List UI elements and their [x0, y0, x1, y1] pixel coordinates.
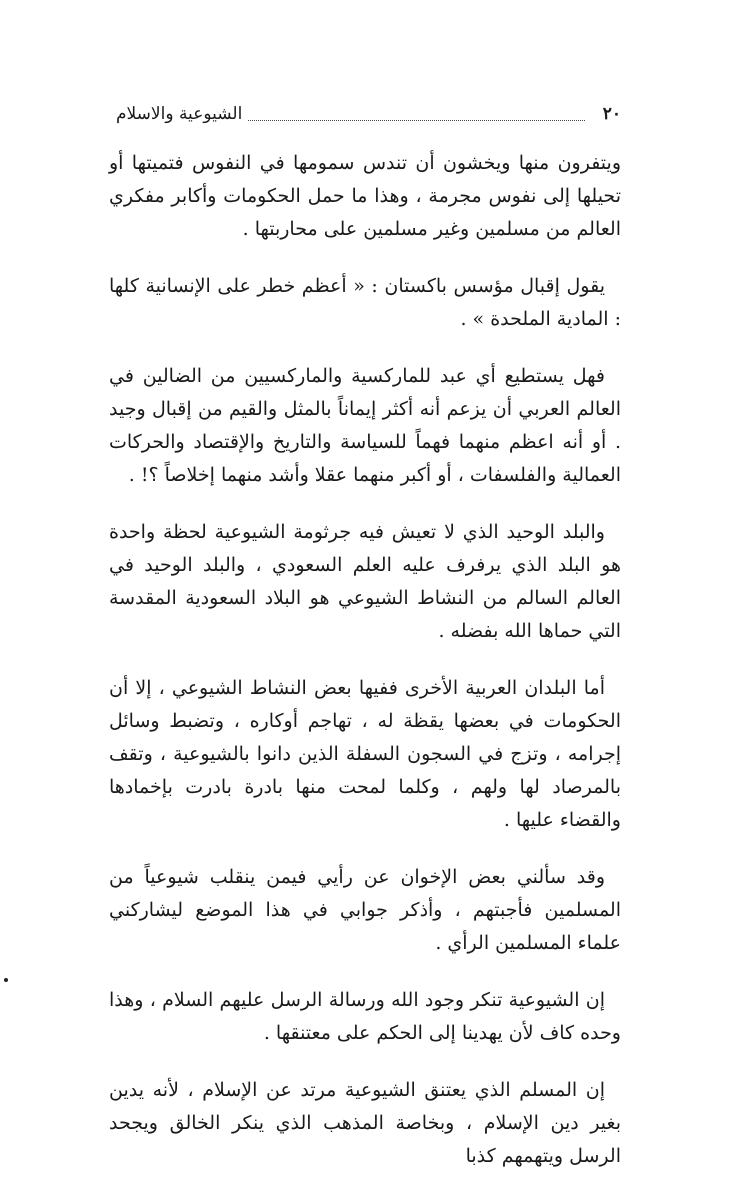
page-number: ٢٠: [602, 104, 621, 124]
paragraph: إن المسلم الذي يعتنق الشيوعية مرتد عن الإسلام ، لأنه يدين بغير دين الإسلام ، وبخاصة المذهب الذي ينكر الخالق ويجحد الرسل ويتهمهم كذبا: [109, 1079, 621, 1167]
paragraph: فهل يستطيع أي عبد للماركسية والماركسيين من الضالين في العالم العربي أن يزعم أنه أكثر إيماناً بالمثل والقيم من إقبال وجيد . أو أنه اعظم منهما فهماً للسياسة والتاريخ والإقتصاد والحركات العمالية والفلسفات ، أو أكبر منهما عقلا وأشد منهما إخلاصاً ؟! .: [109, 365, 621, 486]
paragraph: ويتفرون منها ويخشون أن تندس سمومها في النفوس فتميتها أو تحيلها إلى نفوس مجرمة ، وهذا ما حمل الحكومات وأكابر مفكري العالم من مسلمين وغير مسلمين على محاربتها .: [109, 152, 621, 240]
paragraph: إن الشيوعية تنكر وجود الله ورسالة الرسل عليهم السلام ، وهذا وحده كاف لأن يهدينا إلى الحكم على معتنقها .: [109, 989, 621, 1044]
running-title: الشيوعية والاسلام: [116, 104, 243, 124]
body-text: [109, 147, 621, 1197]
running-header: [116, 104, 621, 130]
paragraph: والبلد الوحيد الذي لا تعيش فيه جرثومة الشيوعية لحظة واحدة هو البلد الذي يرفرف عليه العلم السعودي ، والبلد الوحيد في العالم السالم من النشاط الشيوعي هو البلاد السعودية المقدسة التي حماها الله بفضله .: [109, 521, 621, 642]
paragraph: أما البلدان العربية الأخرى ففيها بعض النشاط الشيوعي ، إلا أن الحكومات في بعضها يقظة له ، تهاجم أوكاره ، وتضبط وسائل إجرامه ، وتزج في السجون السفلة الذين دانوا بالشيوعية ، وتقف بالمرصاد لها ولهم ، وكلما لمحت منها بادرة بادرت بإخمادها والقضاء عليها .: [109, 677, 621, 831]
paragraph: يقول إقبال مؤسس باكستان : « أعظم خطر على الإنسانية كلها : المادية الملحدة » .: [109, 275, 621, 330]
margin-mark: [4, 978, 8, 982]
header-dotted-rule: [248, 120, 585, 121]
paragraph: وقد سألني بعض الإخوان عن رأيي فيمن ينقلب شيوعياً من المسلمين فأجبتهم ، وأذكر جوابي في هذا الموضع ليشاركني علماء المسلمين الرأي .: [109, 866, 621, 954]
